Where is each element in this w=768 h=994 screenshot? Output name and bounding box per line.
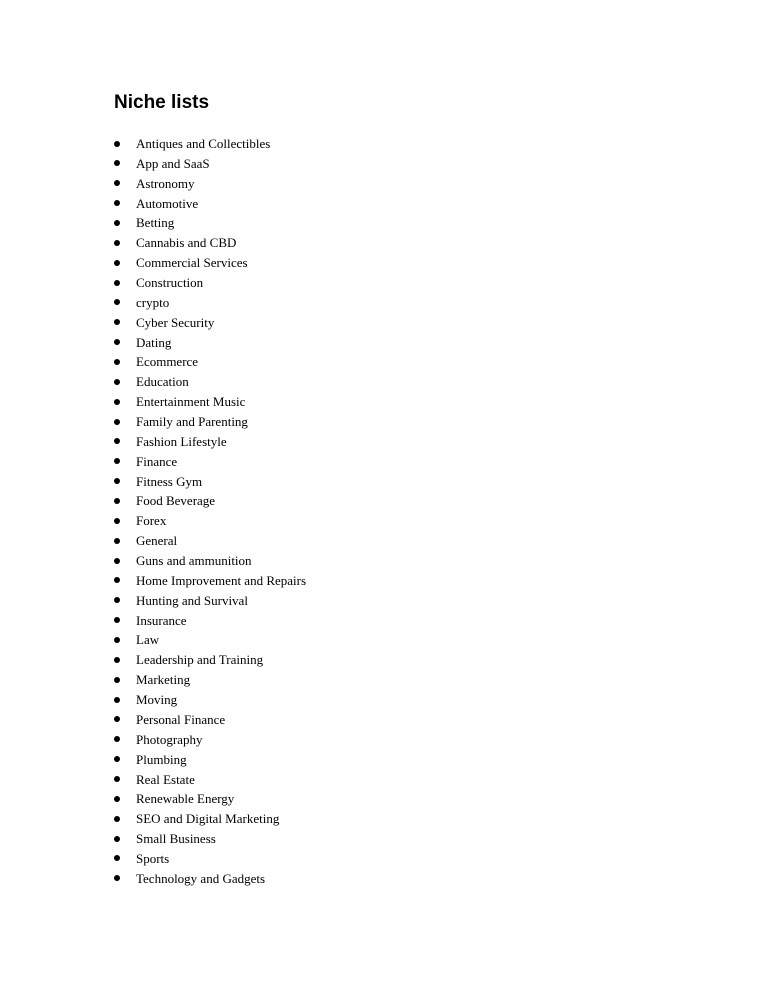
- list-item-label: Construction: [136, 275, 204, 291]
- bullet-icon: [114, 339, 120, 345]
- bullet-icon: [114, 637, 120, 643]
- list-item-label: Marketing: [136, 672, 191, 688]
- bullet-icon: [114, 299, 120, 305]
- list-item-label: Ecommerce: [136, 354, 199, 370]
- bullet-icon: [114, 458, 120, 464]
- list-item-label: Family and Parenting: [136, 414, 248, 430]
- bullet-icon: [114, 280, 120, 286]
- bullet-icon: [114, 577, 120, 583]
- list-item-label: Photography: [136, 731, 203, 747]
- list-item-label: Plumbing: [136, 751, 187, 767]
- bullet-icon: [114, 776, 120, 782]
- bullet-icon: [114, 438, 120, 444]
- bullet-icon: [114, 538, 120, 544]
- bullet-icon: [114, 200, 120, 206]
- bullet-icon: [114, 617, 120, 623]
- bullet-icon: [114, 498, 120, 504]
- bullet-icon: [114, 141, 120, 147]
- bullet-icon: [114, 180, 120, 186]
- list-item-label: Education: [136, 374, 189, 390]
- bullet-icon: [114, 736, 120, 742]
- list-item-label: Law: [136, 632, 160, 648]
- bullet-icon: [114, 160, 120, 166]
- list-item-label: Astronomy: [136, 175, 195, 191]
- bullet-icon: [114, 836, 120, 842]
- bullet-icon: [114, 220, 120, 226]
- list-item-label: App and SaaS: [136, 155, 210, 171]
- list-item-label: Insurance: [136, 612, 187, 628]
- list-item-label: Sports: [136, 850, 170, 866]
- list-item-label: Cannabis and CBD: [136, 235, 237, 251]
- bullet-icon: [114, 419, 120, 425]
- list-item-label: Food Beverage: [136, 493, 216, 509]
- list-item-label: SEO and Digital Marketing: [136, 811, 280, 827]
- bullet-icon: [114, 319, 120, 325]
- bullet-icon: [114, 796, 120, 802]
- bullet-icon: [114, 697, 120, 703]
- list-item-label: General: [136, 533, 178, 549]
- bullet-icon: [114, 855, 120, 861]
- list-item-label: Forex: [136, 513, 167, 529]
- list-item-label: Cyber Security: [136, 314, 215, 330]
- bullet-icon: [114, 657, 120, 663]
- list-item-label: Dating: [136, 334, 172, 350]
- list-item-label: Entertainment Music: [136, 394, 246, 410]
- list-item-label: Guns and ammunition: [136, 553, 252, 569]
- bullet-icon: [114, 379, 120, 385]
- list-item-label: Renewable Energy: [136, 791, 235, 807]
- list-item-label: Finance: [136, 453, 178, 469]
- list-item-label: Personal Finance: [136, 711, 226, 727]
- list-item-label: Fashion Lifestyle: [136, 433, 227, 449]
- list-item-label: Antiques and Collectibles: [136, 136, 271, 151]
- bullet-icon: [114, 478, 120, 484]
- list-item-label: Commercial Services: [136, 255, 248, 271]
- bullet-icon: [114, 677, 120, 683]
- bullet-icon: [114, 816, 120, 822]
- bullet-icon: [114, 359, 120, 365]
- list-item-label: Hunting and Survival: [136, 592, 248, 608]
- bullet-icon: [114, 260, 120, 266]
- list-item-label: Small Business: [136, 831, 216, 847]
- list-item-label: Automotive: [136, 195, 199, 211]
- bullet-icon: [114, 756, 120, 762]
- bullet-icon: [114, 558, 120, 564]
- bullet-icon: [114, 875, 120, 881]
- bullet-icon: [114, 399, 120, 405]
- list-item-label: Fitness Gym: [136, 473, 203, 489]
- list-item-label: Leadership and Training: [136, 652, 264, 668]
- bullet-icon: [114, 716, 120, 722]
- page-title: Niche lists: [114, 92, 210, 113]
- list-item-label: crypto: [136, 294, 170, 310]
- bullet-icon: [114, 597, 120, 603]
- bullet-icon: [114, 240, 120, 246]
- list-item-label: Moving: [136, 692, 178, 708]
- list-item-label: Real Estate: [136, 771, 195, 787]
- list-item-label: Home Improvement and Repairs: [136, 572, 307, 588]
- list-item-label: Technology and Gadgets: [136, 870, 266, 886]
- bullet-icon: [114, 518, 120, 524]
- list-item-label: Betting: [136, 215, 175, 231]
